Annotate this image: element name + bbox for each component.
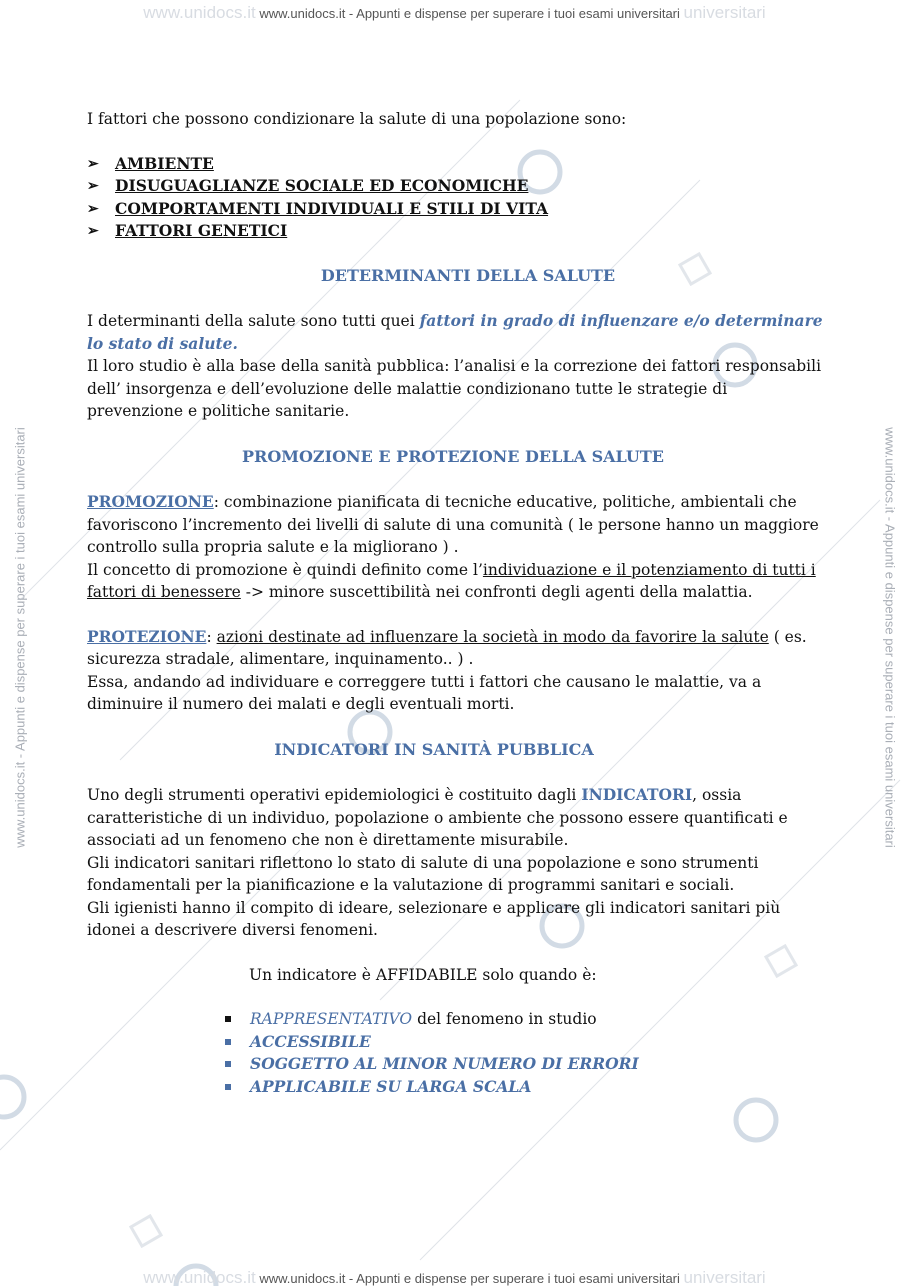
arrow-bullet-icon: ➢ — [87, 178, 99, 194]
determinanti-paragraph-1: I determinanti della salute sono tutti quei fattori in grado di influenzare e/o determinare lo stato di salute. — [87, 311, 823, 353]
watermark-left: www.unidocs.it - Appunti e dispense per superare i tuoi esami universitari — [12, 427, 28, 848]
square-bullet-icon — [225, 1039, 231, 1045]
determinanti-paragraph-2: Il loro studio è alla base della sanità pubblica: l’analisi e la correzione dei fattori responsabili dell’ insorgenza e dell’evoluzione delle malattie condizionano tutte le strategie di prevenzione e politiche sanitarie. — [87, 357, 822, 420]
square-bullet-icon — [225, 1061, 231, 1067]
section-heading-promozione: PROMOZIONE E PROTEZIONE DELLA SALUTE — [242, 446, 664, 466]
list-item: ➢ FATTORI GENETICI — [87, 220, 827, 243]
affidabile-list — [87, 1008, 827, 1098]
section-heading-determinanti: DETERMINANTI DELLA SALUTE — [320, 265, 616, 285]
protezione-paragraph-2: Essa, andando ad individuare e correggere tutti i fattori che causano le malattie, va a diminuire il numero dei malati e degli eventuali morti. — [87, 672, 762, 713]
list-item: ➢ DISUGUAGLIANZE SOCIALE ED ECONOMICHE — [87, 175, 827, 198]
square-bullet-icon — [225, 1084, 231, 1090]
promozione-paragraph: PROMOZIONE: combinazione pianificata di tecniche educative, politiche, ambientali che favoriscono l’incremento dei livelli di salute di una comunità ( le persone hanno un maggiore controllo sulla propria salute e la migliorano ) . — [87, 492, 819, 556]
list-item: ➢ AMBIENTE — [87, 153, 827, 176]
document-body — [87, 108, 827, 1098]
list-item: APPLICABILE SU LARGA SCALA — [225, 1076, 827, 1099]
list-item: RAPPRESENTATIVO del fenomeno in studio — [225, 1008, 827, 1031]
affidabile-intro: Un indicatore è AFFIDABILE solo quando è: — [249, 965, 597, 984]
watermark-right: www.unidocs.it - Appunti e dispense per superare i tuoi esami universitari — [882, 427, 898, 848]
promozione-concept-paragraph: Il concetto di promozione è quindi definito come l’individuazione e il potenziamento di tutti i fattori di benessere -> minore suscettibilità nei confronti degli agenti della malattia. — [87, 560, 816, 601]
arrow-bullet-icon: ➢ — [87, 200, 99, 217]
arrow-bullet-icon: ➢ — [87, 155, 99, 172]
intro-text: I fattori che possono condizionare la salute di una popolazione sono: — [87, 110, 627, 128]
arrow-bullet-icon: ➢ — [87, 223, 99, 239]
indicatori-paragraph-3: Gli igienisti hanno il compito di ideare, selezionare e applicare gli indicatori sanitari più idonei a descrivere diversi fenomeni. — [87, 898, 781, 939]
watermark-top: www.unidocs.it www.unidocs.it - Appunti e dispense per superare i tuoi esami universitari universitari — [143, 3, 766, 22]
indicatori-paragraph-1: Uno degli strumenti operativi epidemiologici è costituito dagli INDICATORI, ossia caratteristiche di un individuo, popolazione o ambiente che possono essere quantificati e associati ad un fenomeno che non è direttamente misurabile. — [87, 785, 788, 849]
indicatori-paragraph-2: Gli indicatori sanitari riflettono lo stato di salute di una popolazione e sono strumenti fondamentali per la pianificazione e la valutazione di programmi sanitari e sociali. — [87, 853, 759, 894]
list-item: SOGGETTO AL MINOR NUMERO DI ERRORI — [225, 1053, 827, 1076]
section-heading-indicatori: INDICATORI IN SANITÀ PUBBLICA — [274, 739, 594, 759]
factors-list — [87, 153, 827, 243]
watermark-bottom: www.unidocs.it www.unidocs.it - Appunti e dispense per superare i tuoi esami universitari universitari — [143, 1268, 766, 1287]
protezione-paragraph: PROTEZIONE: azioni destinate ad influenzare la società in modo da favorire la salute ( es. sicurezza stradale, alimentare, inquinamento.. ) . — [87, 626, 807, 668]
list-item: ➢ COMPORTAMENTI INDIVIDUALI E STILI DI VITA — [87, 198, 827, 221]
square-bullet-icon — [225, 1016, 231, 1022]
list-item: ACCESSIBILE — [225, 1031, 827, 1054]
